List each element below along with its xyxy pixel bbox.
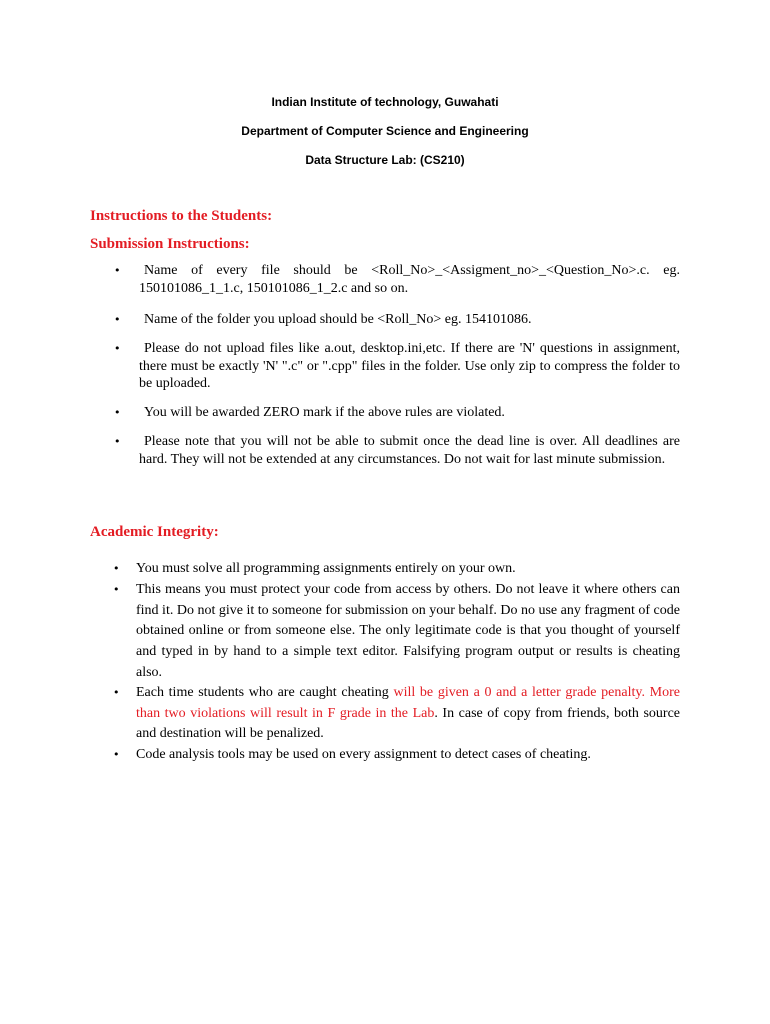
copy-penalty-text: . In case of copy from friends, both source and destination will be penalized.: [136, 705, 680, 742]
list-item-text: You will be awarded ZERO mark if the above rules are violated.: [144, 405, 505, 420]
bullet-icon: •: [114, 313, 121, 326]
penalty-warning-text: will be given a 0 and a letter grade penalty. More than two violations will result in F grade in the Lab: [136, 685, 680, 721]
list-item-text: Please do not upload files like a.out, desktop.ini,etc. If there are 'N' questions in assignment, there must be exactly 'N' ".c" or ".cpp" files in the folder. Use only zip to compress the folder to be uploaded.: [139, 341, 680, 391]
list-item-text: Code analysis tools may be used on every assignment to detect cases of cheating.: [136, 747, 591, 762]
list-item-text: Name of every file should be <Roll_No>_<Assigment_no>_<Question_No>.c. eg. 150101086_1_1.c, 150101086_1_2.c and so on.: [139, 263, 680, 296]
cheating-text: Each time students who are caught cheating: [136, 685, 394, 700]
bullet-icon: •: [113, 686, 120, 699]
bullet-icon: •: [113, 748, 120, 761]
list-item-text: Name of the folder you upload should be <Roll_No> eg. 154101086.: [144, 312, 532, 327]
list-item-text: You must solve all programming assignments entirely on your own.: [136, 561, 516, 576]
bullet-icon: •: [114, 264, 121, 277]
bullet-icon: •: [114, 435, 121, 448]
bullet-icon: •: [114, 406, 121, 419]
department-title: Department of Computer Science and Engineering: [241, 124, 529, 138]
academic-integrity-heading: Academic Integrity:: [90, 524, 219, 540]
bullet-icon: •: [113, 583, 120, 596]
list-item-text: This means you must protect your code from access by others. Do not leave it where others can find it. Do not give it to someone for submission on your behalf. Do no use any fragment of code obtained online or from someone else. The only legitimate code is that you thought of yourself and typed in by hand to a simple text editor. Falsifying program output or results is cheating also.: [136, 582, 680, 680]
instructions-heading: Instructions to the Students:: [90, 208, 273, 224]
bullet-icon: •: [114, 342, 121, 355]
list-item-text: [136, 683, 680, 745]
list-item-text: Please note that you will not be able to submit once the dead line is over. All deadlines are hard. They will not be extended at any circumstances. Do not wait for last minute submission.: [139, 434, 680, 467]
institute-title: Indian Institute of technology, Guwahati: [271, 95, 499, 109]
course-title: Data Structure Lab: (CS210): [305, 153, 465, 167]
submission-heading: Submission Instructions:: [90, 236, 250, 252]
bullet-icon: •: [113, 562, 120, 575]
